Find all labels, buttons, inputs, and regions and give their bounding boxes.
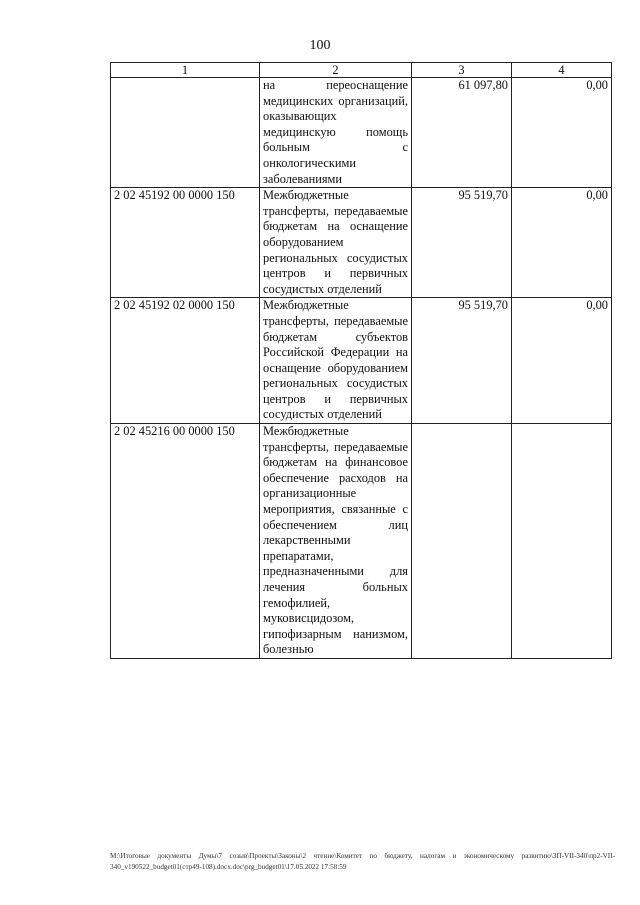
row-description: на переоснащение медицинских организаций, оказывающих медицинскую помощь больным с онкологическими заболеваниями [260,78,412,188]
row-value-col3: 61 097,80 [412,78,512,188]
column-header-3: 3 [412,63,512,78]
column-header-2: 2 [260,63,412,78]
row-code: 2 02 45216 00 0000 150 [111,424,260,659]
row-code [111,78,260,188]
row-value-col4: 0,00 [512,188,612,298]
document-footer-path: M:\Итоговые документы Думы\7 созыв\Проекты\Законы\2 чтение\Комитет по бюджету, налогам и экономическому развитию\ЗП-VII-340\пр2-VII-340_v190522_budget01(стр49-108).docx.doc\prg_budget01\17.05.2022 17:58:59 [110,852,615,871]
row-value-col3: 95 519,70 [412,188,512,298]
row-description: Межбюджетные трансферты, передаваемые бюджетам на оснащение оборудованием региональных сосудистых центров и первичных сосудистых отделений [260,188,412,298]
row-value-col4: 0,00 [512,298,612,424]
row-value-col4 [512,424,612,659]
column-header-4: 4 [512,63,612,78]
row-code: 2 02 45192 00 0000 150 [111,188,260,298]
table-row [111,424,612,659]
page-number: 100 [309,38,331,53]
row-value-col3: 95 519,70 [412,298,512,424]
table-row [111,78,612,188]
column-header-1: 1 [111,63,260,78]
table-row [111,298,612,424]
row-code: 2 02 45192 02 0000 150 [111,298,260,424]
row-description: Межбюджетные трансферты, передаваемые бюджетам на финансовое обеспечение расходов на организационные мероприятия, связанные с обеспечением лиц лекарственными препаратами, предназначенными для лечения больных гемофилией, муковисцидозом, гипофизарным нанизмом, болезнью [260,424,412,659]
table-row [111,188,612,298]
row-value-col4: 0,00 [512,78,612,188]
table-header-row [111,63,612,78]
row-description: Межбюджетные трансферты, передаваемые бюджетам субъектов Российской Федерации на оснащение оборудованием региональных сосудистых центров и первичных сосудистых отделений [260,298,412,424]
row-value-col3 [412,424,512,659]
budget-table [110,62,612,659]
